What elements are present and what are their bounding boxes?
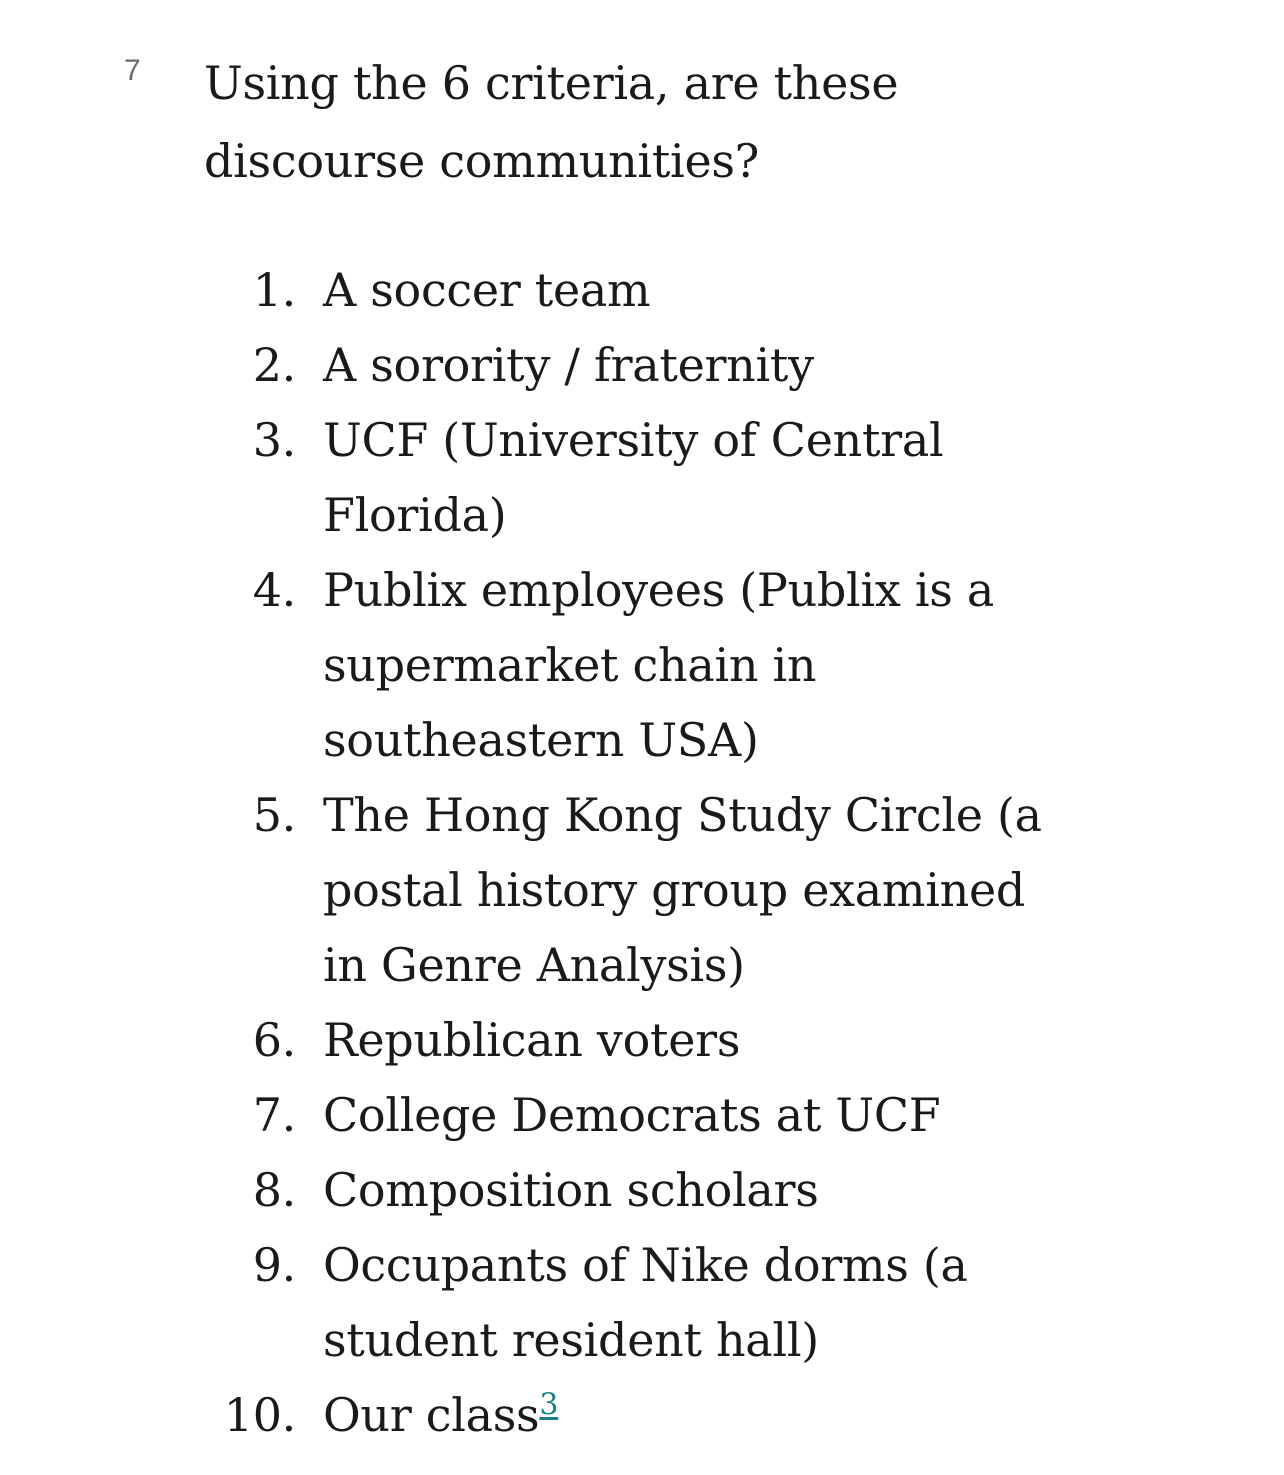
- list-marker: 1.: [252, 263, 296, 317]
- community-list: [0, 253, 1284, 1453]
- list-item-text: Composition scholars: [323, 1163, 819, 1217]
- list-item-text: Our class: [323, 1388, 540, 1442]
- list-marker: 10.: [223, 1388, 296, 1442]
- list-item: [0, 553, 1043, 778]
- list-item: [0, 1378, 1043, 1453]
- list-item-text: Occupants of Nike dorms (a student resident hall): [323, 1238, 968, 1367]
- list-item-text: A sorority / fraternity: [323, 338, 814, 392]
- list-marker: 7.: [252, 1088, 296, 1142]
- list-item: [0, 1153, 1043, 1228]
- list-item: [0, 778, 1043, 1003]
- paragraph-number: 7: [124, 54, 141, 87]
- list-marker: 2.: [252, 338, 296, 392]
- footnote-link[interactable]: 3: [539, 1387, 559, 1423]
- list-marker: 5.: [252, 788, 296, 842]
- list-marker: 9.: [252, 1238, 296, 1292]
- list-marker: 8.: [252, 1163, 296, 1217]
- list-item: [0, 403, 1043, 553]
- list-item-text: Republican voters: [323, 1013, 741, 1067]
- list-item-text: A soccer team: [323, 263, 651, 317]
- list-item-text: The Hong Kong Study Circle (a postal history group examined in Genre Analysis): [323, 788, 1042, 992]
- list-item: [0, 1228, 1043, 1378]
- list-marker: 3.: [252, 413, 296, 467]
- list-item: [0, 253, 1043, 328]
- list-item: [0, 1003, 1043, 1078]
- list-item: [0, 328, 1043, 403]
- list-item-text: College Democrats at UCF: [323, 1088, 941, 1142]
- list-item: [0, 1078, 1043, 1153]
- question-paragraph: Using the 6 criteria, are these discourse communities?: [204, 56, 899, 188]
- list-item-text: Publix employees (Publix is a supermarket chain in southeastern USA): [323, 563, 994, 767]
- list-marker: 4.: [252, 563, 296, 617]
- list-item-text: UCF (University of Central Florida): [323, 413, 944, 542]
- list-marker: 6.: [252, 1013, 296, 1067]
